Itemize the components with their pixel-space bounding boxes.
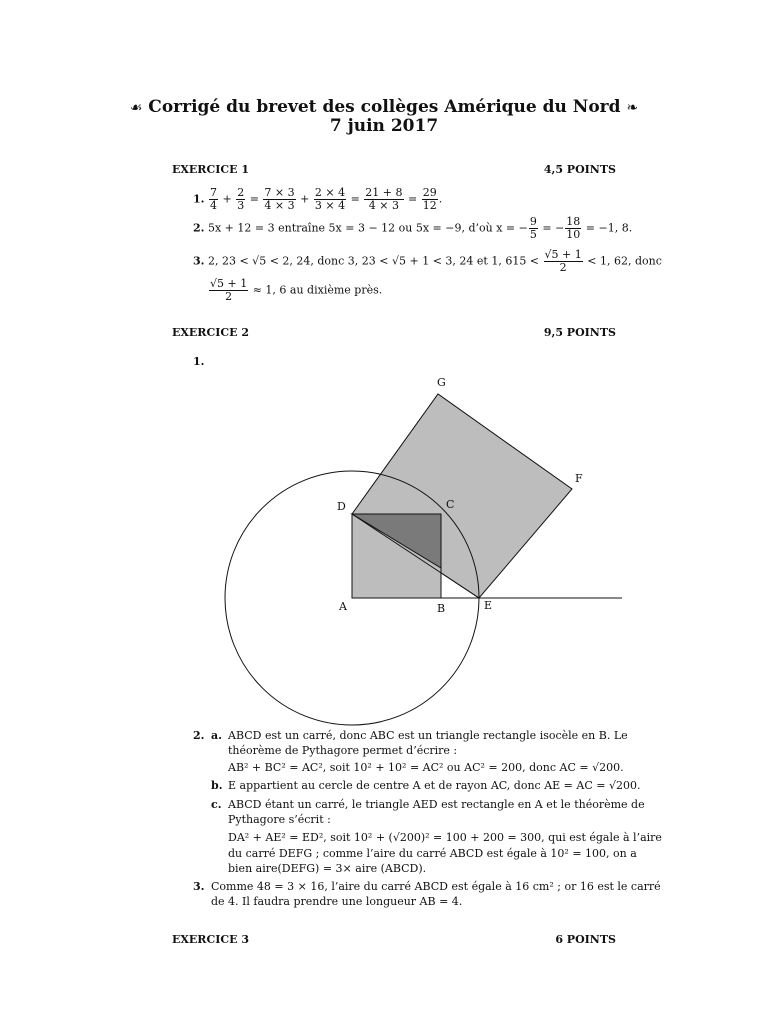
ex2-q2c-line5: bien aire(DEFG) = 3× aire (ABCD). bbox=[228, 862, 427, 875]
fraction: $\frac{7}{4}$ bbox=[209, 186, 217, 212]
question-number: 2. bbox=[193, 221, 205, 235]
exercise-1-label: EXERCICE 1 bbox=[172, 163, 249, 176]
ex2-q3-line1: Comme 48 = 3 × 16, l’aire du carré ABCD est égale à 16 cm² ; or 16 est le carré bbox=[211, 880, 661, 893]
question-number: 1. bbox=[193, 192, 205, 206]
exercise-3-points: 6 POINTS bbox=[555, 933, 616, 946]
ex2-q2c-line1: ABCD étant un carré, le triangle AED est rectangle en A et le théorème de bbox=[228, 798, 645, 811]
ex2-q2c-number: c. bbox=[211, 798, 222, 811]
ex1-q2: 2. 5x + 12 = 3 entraîne 5x = 3 − 12 ou 5x = −9, d’où x = − $\frac{9}{5}$ = − $\frac{18}{10}$ = −1, 8. bbox=[193, 215, 633, 241]
ex2-q1-number: 1. bbox=[193, 355, 205, 368]
exercise-1-points: 4,5 POINTS bbox=[543, 163, 616, 176]
point-label-a: A bbox=[339, 600, 347, 613]
title-text: Corrigé du brevet des collèges Amérique du Nord bbox=[148, 97, 621, 117]
ex2-q2b-number: b. bbox=[211, 779, 223, 792]
point-label-b: B bbox=[437, 602, 446, 615]
ex2-q2-number: 2. bbox=[193, 729, 205, 742]
ex2-q3-line2: de 4. Il faudra prendre une longueur AB = 4. bbox=[211, 895, 463, 908]
fraction: $\frac{21 + 8}{4 \times 3}$ bbox=[365, 186, 403, 212]
ex2-q3-number: 3. bbox=[193, 880, 205, 893]
fraction: $\frac{2}{3}$ bbox=[237, 186, 245, 212]
exercise-2-points: 9,5 POINTS bbox=[543, 326, 616, 339]
fraction: $\frac{7 \times 3}{4 \times 3}$ bbox=[264, 186, 295, 212]
point-label-d: D bbox=[337, 500, 346, 513]
ex2-q2c-line2: Pythagore s’écrit : bbox=[228, 813, 331, 826]
fraction: $\frac{√5 + 1}{2}$ bbox=[544, 248, 582, 274]
ornament-left-icon: ☙ bbox=[129, 100, 143, 116]
ornament-right-icon: ❧ bbox=[626, 100, 639, 116]
ex1-q1: 1. $\frac{7}{4}$ + $\frac{2}{3}$ = $\frac{7 \times 3}{4 \times 3}$ + $\frac{2 \times 4}{3 \times 4}$ = $\frac{21 + 8}{4 \times 3}$ = $\frac{29}{12}$ . bbox=[193, 186, 443, 212]
point-label-c: C bbox=[446, 498, 455, 511]
point-label-f: F bbox=[575, 472, 583, 485]
point-label-g: G bbox=[437, 376, 446, 389]
ex1-q3-continued: $\frac{√5 + 1}{2}$ ≈ 1, 6 au dixième près. bbox=[210, 277, 383, 303]
ex2-q2a-number: a. bbox=[211, 729, 222, 742]
fraction: $\frac{18}{10}$ bbox=[566, 215, 581, 241]
ex2-q2c-line4: du carré DEFG ; comme l’aire du carré ABCD est égale à 10² = 100, on a bbox=[228, 847, 637, 860]
exercise-2-label: EXERCICE 2 bbox=[172, 326, 249, 339]
ex2-q2a-line3: AB² + BC² = AC², soit 10² + 10² = AC² ou AC² = 200, donc AC = √200. bbox=[228, 761, 624, 774]
page-date: 7 juin 2017 bbox=[329, 116, 439, 136]
fraction: $\frac{2 \times 4}{3 \times 4}$ bbox=[314, 186, 346, 212]
fraction: $\frac{29}{12}$ bbox=[422, 186, 437, 212]
ex2-q2b-line1: E appartient au cercle de centre A et de rayon AC, donc AE = AC = √200. bbox=[228, 779, 641, 792]
exercise-3-label: EXERCICE 3 bbox=[172, 933, 249, 946]
question-number: 3. bbox=[193, 254, 205, 268]
fraction: $\frac{√5 + 1}{2}$ bbox=[210, 277, 248, 303]
point-label-e: E bbox=[484, 599, 493, 612]
ex2-q2a-line2: théorème de Pythagore permet d’écrire : bbox=[228, 744, 458, 757]
ex2-q2a-line1: ABCD est un carré, donc ABC est un triangle rectangle isocèle en B. Le bbox=[228, 729, 628, 742]
ex2-q2c-line3: DA² + AE² = ED², soit 10² + (√200)² = 100 + 200 = 300, qui est égale à l’aire bbox=[228, 831, 662, 844]
fraction: $\frac{9}{5}$ bbox=[529, 215, 537, 241]
ex1-q3: 3. 2, 23 < √5 < 2, 24, donc 3, 23 < √5 + 1 < 3, 24 et 1, 615 < $\frac{√5 + 1}{2}$ < 1, 62, donc bbox=[193, 248, 662, 274]
